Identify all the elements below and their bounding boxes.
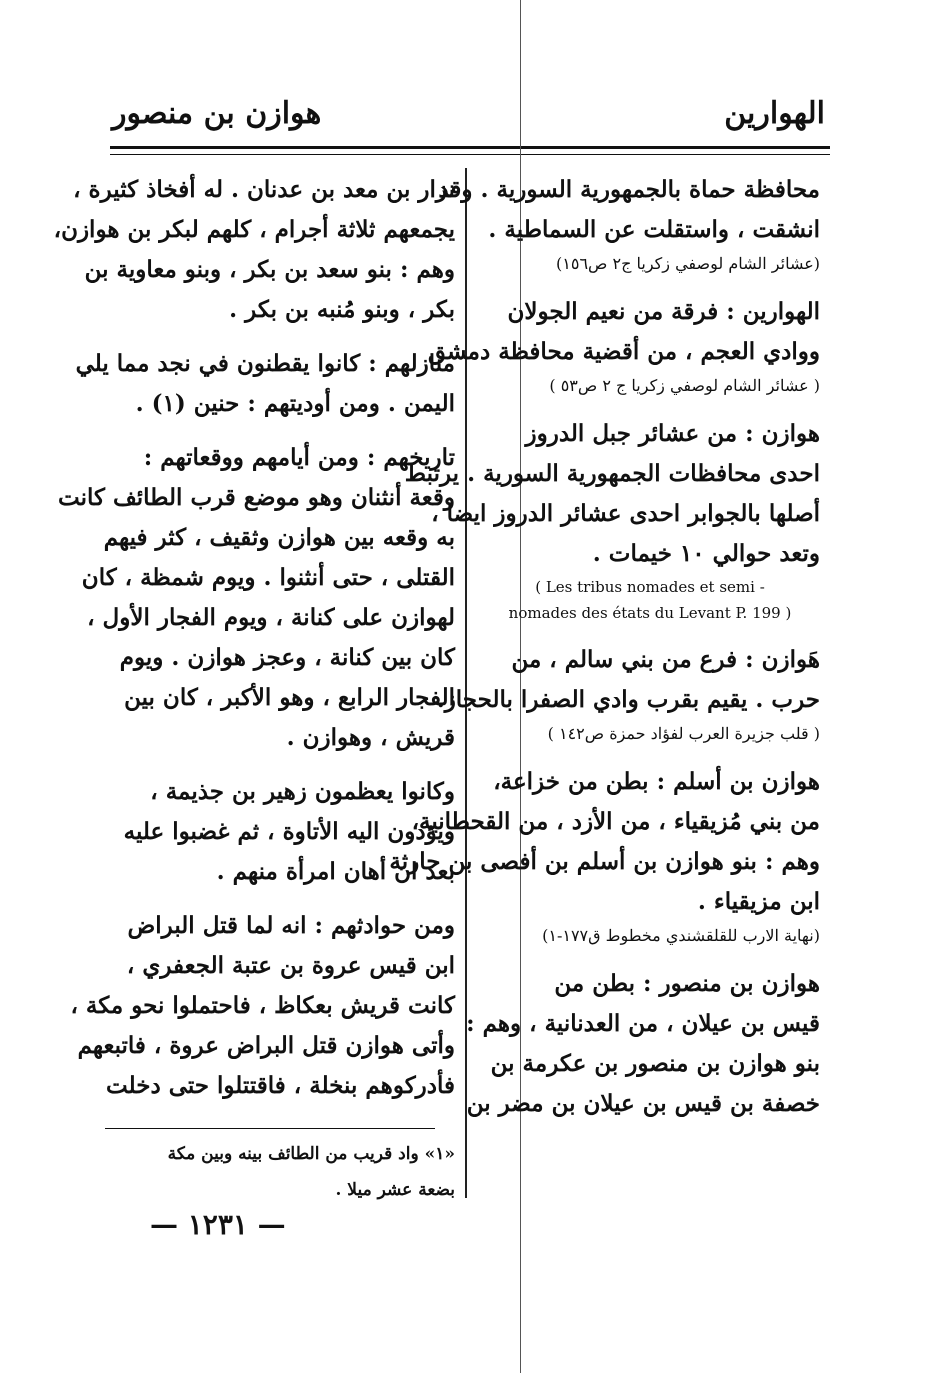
- text-line: وهم : بنو هوازن بن أسلم بن أفصى بن حارثة: [389, 848, 820, 875]
- header-rule-thin: [110, 154, 830, 155]
- page-number: — ١٢٣١ —: [150, 1208, 286, 1241]
- entry-heading-line: هَوازن : فرع من بني سالم ، من: [511, 646, 820, 673]
- right-column: [389, 170, 820, 1124]
- text-line: من بني مُزيقياء ، من الأزد ، من القحطانية،: [411, 808, 820, 835]
- footnote-rule: [105, 1128, 435, 1129]
- text-line: بعد ان أهان امرأة منهم .: [216, 858, 455, 885]
- text-line: كانت قريش بعكاظ ، فاحتملوا نحو مكة ،: [70, 992, 455, 1019]
- text-line: وقعة أنثنان وهو موضع قرب الطائف كانت: [58, 484, 455, 511]
- source-citation: (نهاية الارب للقلقشندي مخطوط ق١٧٧-١): [542, 926, 820, 945]
- footnote-line: بضعة عشر ميلا .: [335, 1180, 455, 1200]
- text-line: حرب . يقيم بقرب وادي الصفرا بالحجاز.: [436, 686, 820, 713]
- text-line: خصفة بن قيس بن عيلان بن مضر بن: [466, 1090, 820, 1117]
- footnote: [105, 1136, 455, 1208]
- text-line: أصلها بالجوابر احدى عشائر الدروز ايضا ،: [431, 500, 820, 527]
- text-line: تاريخهم : ومن أيامهم ووقعاتهم :: [143, 444, 455, 471]
- text-line: وأتى هوازن قتل البراض عروة ، فاتبعهم: [77, 1032, 455, 1059]
- text-line: كان بين كنانة ، وعجز هوازن . ويوم: [119, 644, 455, 671]
- text-line: نزار بن معد بن عدنان . له أفخاذ كثيرة ،: [73, 176, 455, 203]
- text-line: قيس بن عيلان ، من العدنانية ، وهم :: [466, 1010, 820, 1037]
- text-line: ومن حوادثهم : انه لما قتل البراض: [127, 912, 455, 939]
- text-line: محافظة حماة بالجمهورية السورية . وقد: [438, 176, 820, 203]
- source-citation: ( قلب جزيرة العرب لفؤاد حمزة ص١٤٢ ): [547, 724, 820, 743]
- text-line: وتعد حوالي ١٠ خيمات .: [592, 540, 820, 567]
- text-line: فأدركوهم بنخلة ، فاقتتلوا حتى دخلت: [106, 1072, 455, 1099]
- text-line: انشقت ، واستقلت عن السماطية .: [488, 216, 820, 243]
- text-line: قريش ، وهوازن .: [286, 724, 455, 751]
- entry-heading-line: هوازن بن منصور : بطن من: [554, 970, 820, 997]
- text-line: ابن قيس عروة بن عتبة الجعفري ،: [126, 952, 455, 979]
- latin-source-line: nomades des états du Levant P. 199 ): [508, 604, 792, 622]
- text-line: ووادي العجم ، من أقضية محافظة دمشق: [427, 338, 820, 365]
- text-line: به وقعه بين هوازن وثقيف ، كثر فيهم: [103, 524, 455, 551]
- text-line: الفجار الرابع ، وهو الأكبر ، كان بين: [124, 684, 455, 711]
- text-line: ابن مزيقياء .: [697, 888, 820, 915]
- source-citation: (عشائر الشام لوصفي زكريا ج٢ ص١٥٦): [556, 254, 820, 273]
- source-citation: ( عشائر الشام لوصفي زكريا ج ٢ ص٥٣ ): [549, 376, 820, 395]
- text-line: القتلى ، حتى أنثنوا . ويوم شمظة ، كان: [81, 564, 455, 591]
- text-line: ويؤدون اليه الأتاوة ، ثم غضبوا عليه: [123, 818, 455, 845]
- text-line: اليمن . ومن أوديتهم : حنين (١) .: [135, 390, 455, 417]
- header-rule: [110, 146, 830, 149]
- text-line: يجمعهم ثلاثة أجرام ، كلهم لبكر بن هوازن،: [53, 216, 455, 243]
- text-line: احدى محافظات الجمهورية السورية . يرتبط: [404, 460, 820, 487]
- footnote-line: «١» واد قريب من الطائف بينه وبين مكة: [167, 1144, 455, 1164]
- entry-heading-line: الهوارين : فرقة من نعيم الجولان: [507, 298, 820, 325]
- left-column: [53, 170, 455, 1106]
- text-line: منازلهم : كانوا يقطنون في نجد مما يلي: [75, 350, 455, 377]
- latin-source-line: ( Les tribus nomades et semi -: [535, 578, 765, 596]
- text-line: وكانوا يعظمون زهير بن جذيمة ،: [150, 778, 455, 805]
- header-left-title: هوازن بن منصور: [112, 96, 322, 131]
- text-line: لهوازن على كنانة ، ويوم الفجار الأول ،: [87, 604, 455, 631]
- entry-heading-line: هوازن : من عشائر جبل الدروز: [525, 420, 820, 447]
- text-line: وهم : بنو سعد بن بكر ، وبنو معاوية بن: [84, 256, 455, 283]
- entry-heading-line: هوازن بن أسلم : بطن من خزاعة،: [493, 768, 820, 795]
- text-line: بنو هوازن بن منصور بن عكرمة بن: [490, 1050, 820, 1077]
- header-right-title: الهوارين: [724, 96, 825, 131]
- text-line: بكر ، وبنو مُنبه بن بكر .: [229, 296, 455, 323]
